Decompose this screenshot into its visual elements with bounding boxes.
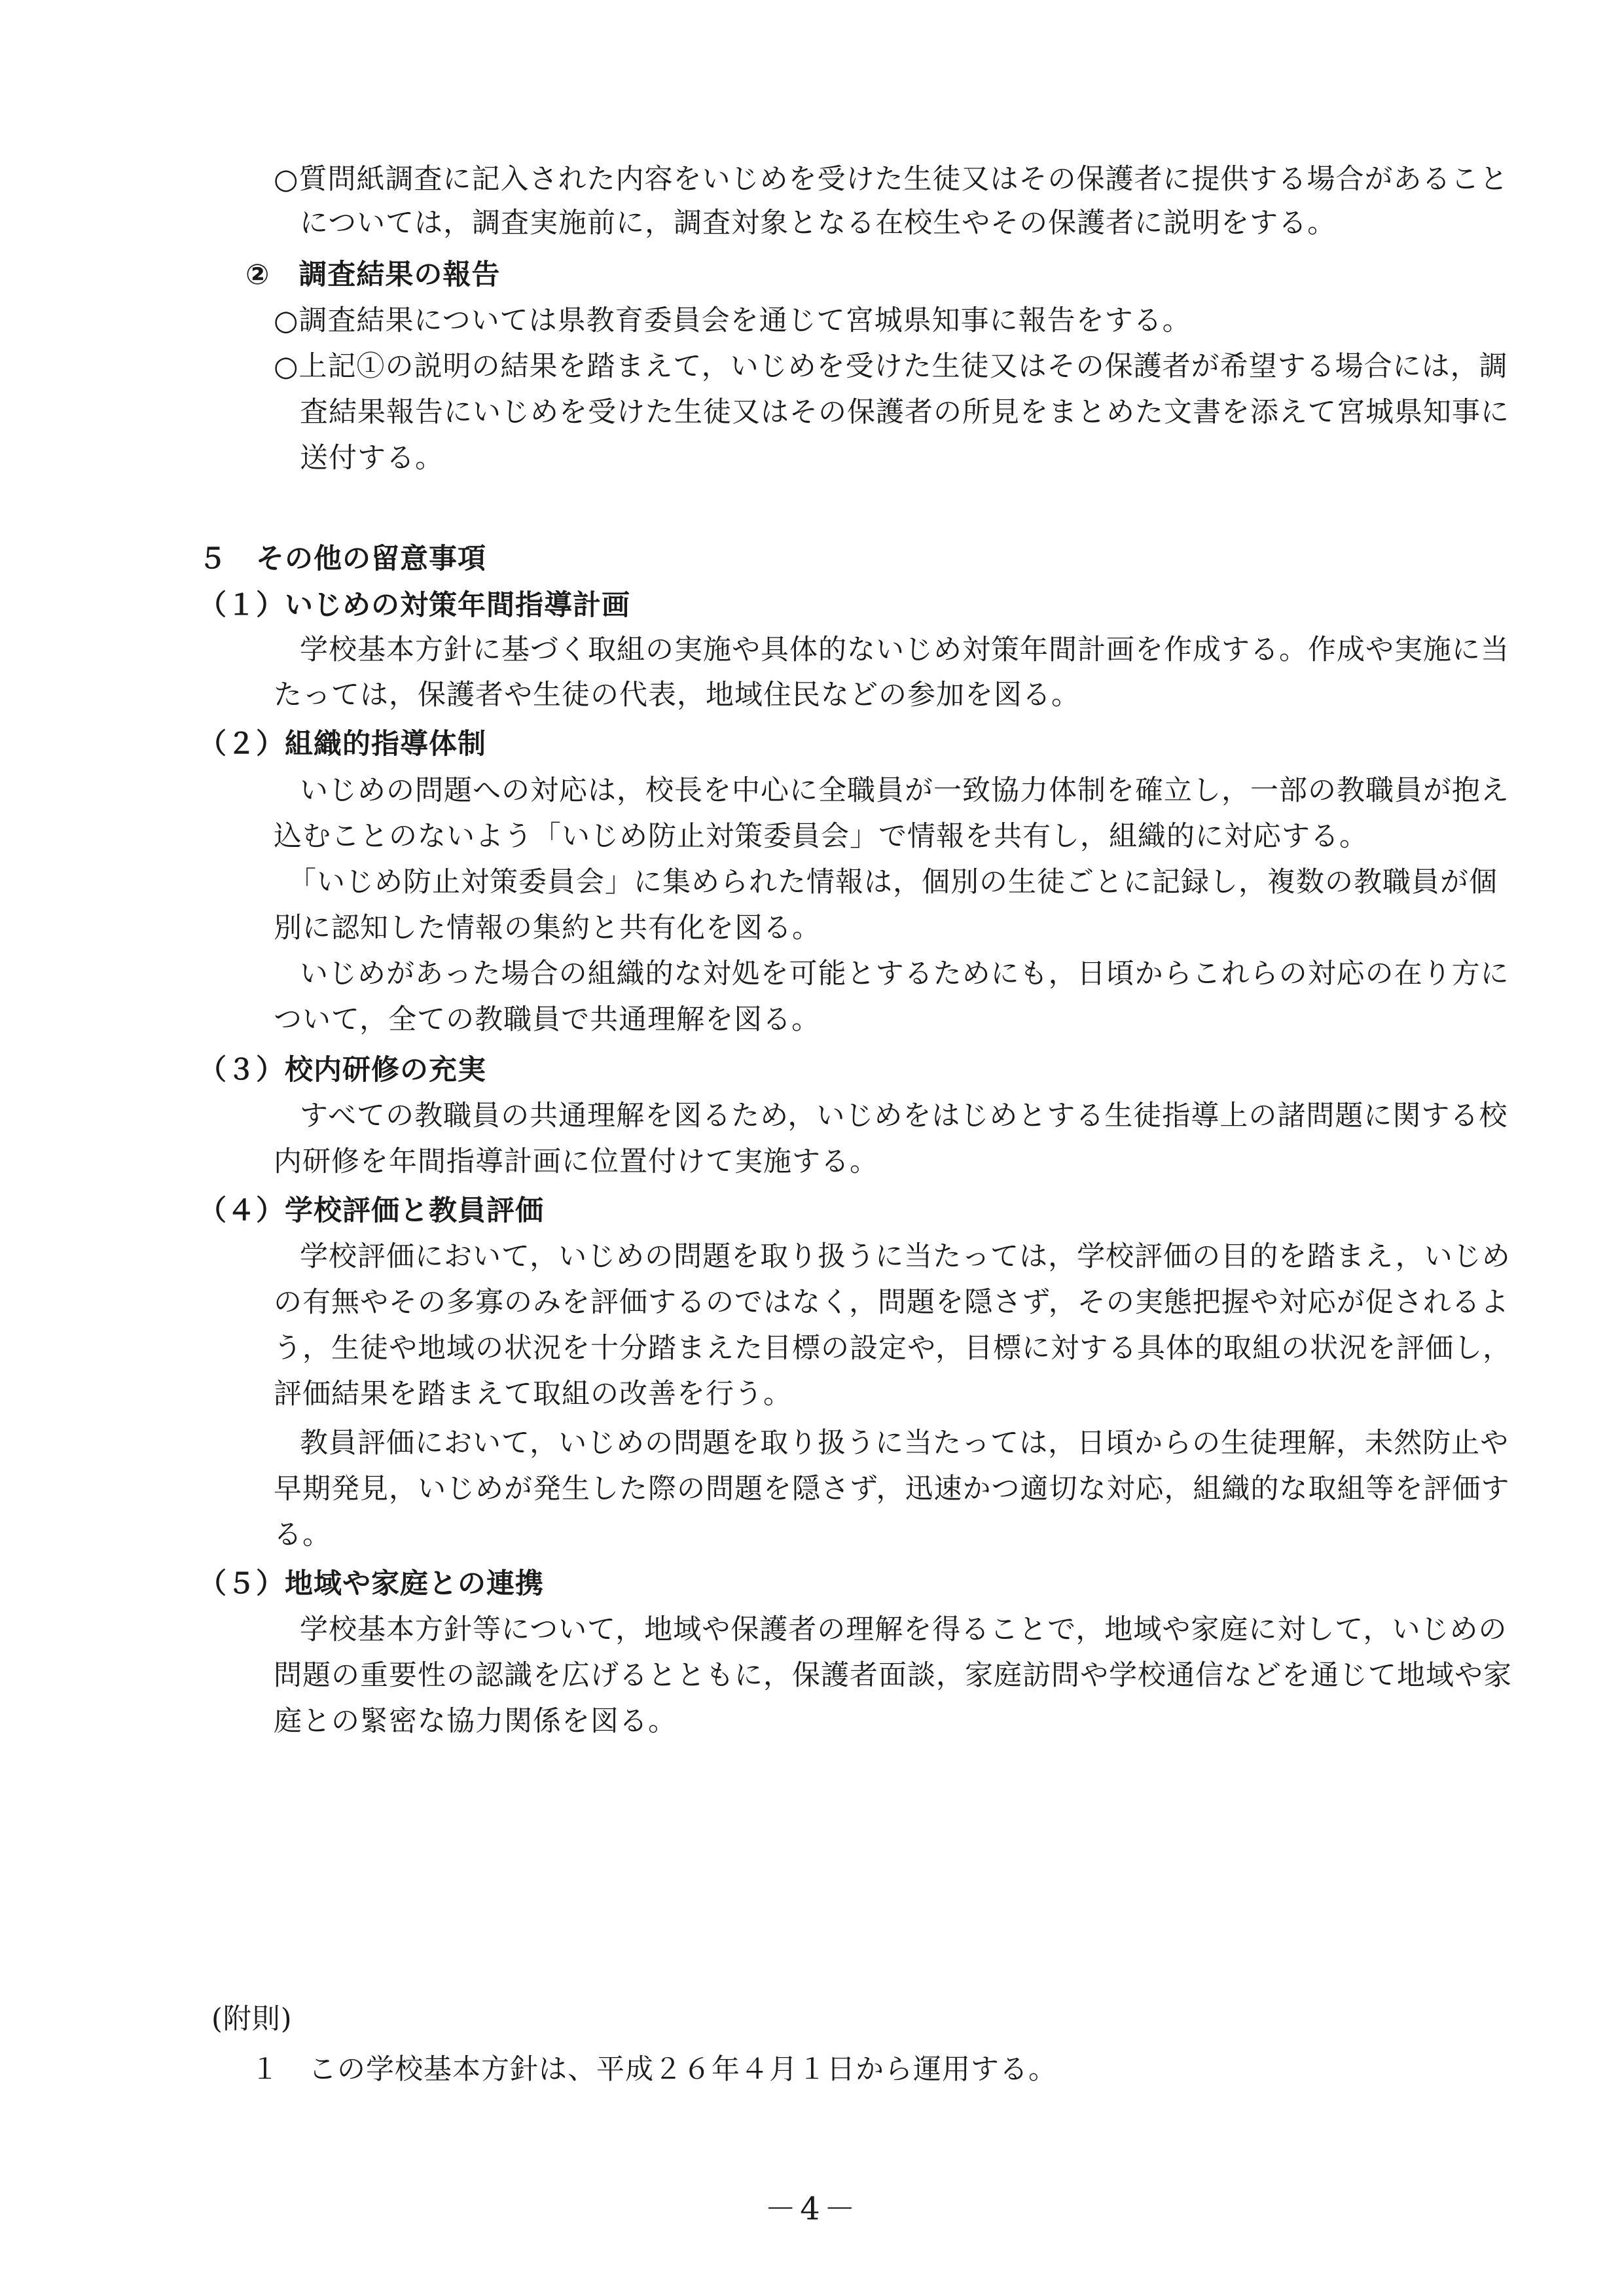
item-1-heading: （１）いじめの対策年間指導計画 [198, 589, 630, 622]
report-para-1: ○調査結果については県教育委員会を通じて宮城県知事に報告をする。 [274, 304, 1191, 337]
supplementary-item: １ この学校基本方針は、平成２６年４月１日から運用する。 [251, 2053, 1057, 2086]
item-4-line-4: 評価結果を踏まえて取組の改善を行う。 [274, 1378, 792, 1410]
item-5-line-1: 学校基本方針等について，地域や保護者の理解を得ることで，地域や家庭に対して，いじめの [300, 1613, 1507, 1646]
item-4-line-7: る。 [274, 1518, 331, 1551]
item-2-line-5: いじめがあった場合の組織的な対処を可能とするためにも，日頃からこれらの対応の在り方に [300, 958, 1509, 990]
item-2-line-6: ついて，全ての教職員で共通理解を図る。 [274, 1003, 821, 1036]
report-heading: ② 調査結果の報告 [245, 259, 501, 291]
item-3-line-2: 内研修を年間指導計画に位置付けて実施する。 [274, 1145, 878, 1178]
item-5-line-3: 庭との緊密な協力関係を図る。 [274, 1705, 677, 1738]
item-4-line-3: う，生徒や地域の状況を十分踏まえた目標の設定や，目標に対する具体的取組の状況を評価し， [274, 1332, 1512, 1365]
item-4-line-6: 早期発見，いじめが発生した際の問題を隠さず，迅速かつ適切な対応，組織的な取組等を評価す [274, 1473, 1510, 1505]
item-2-line-3: 「いじめ防止対策委員会」に集められた情報は，個別の生徒ごとに記録し，複数の教職員が個 [288, 866, 1498, 899]
item-3-heading: （３）校内研修の充実 [198, 1054, 486, 1086]
item-5-line-2: 問題の重要性の認識を広げるとともに，保護者面談，家庭訪問や学校通信などを通じて地域や家 [274, 1659, 1512, 1692]
supplementary-heading: (附則) [211, 2003, 293, 2036]
item-2-heading: （２）組織的指導体制 [198, 728, 486, 761]
item-2-line-2: 込むことのないよう「いじめ防止対策委員会」で情報を共有し，組織的に対応する。 [274, 820, 1368, 853]
item-4-heading: （４）学校評価と教員評価 [198, 1194, 544, 1227]
survey-notice-line-1: ○質問紙調査に記入された内容をいじめを受けた生徒又はその保護者に提供する場合があること [274, 163, 1509, 196]
item-3-line-1: すべての教職員の共通理解を図るため，いじめをはじめとする生徒指導上の諸問題に関する校 [300, 1100, 1508, 1132]
page-number: －4－ [765, 2191, 859, 2227]
item-4-line-5: 教員評価において，いじめの問題を取り扱うに当たっては，日頃からの生徒理解，未然防止や [300, 1427, 1509, 1460]
report-para-2-line-1: ○上記①の説明の結果を踏まえて，いじめを受けた生徒又はその保護者が希望する場合には，調 [274, 350, 1508, 383]
item-2-line-1: いじめの問題への対応は，校長を中心に全職員が一致協力体制を確立し，一部の教職員が抱え [300, 774, 1509, 807]
report-para-2-line-3: 送付する。 [300, 442, 444, 475]
item-4-line-1: 学校評価において，いじめの問題を取り扱うに当たっては，学校評価の目的を踏まえ，いじめ [300, 1240, 1511, 1273]
survey-notice-line-2: については，調査実施前に，調査対象となる在校生やその保護者に説明をする。 [300, 207, 1337, 240]
item-2-line-4: 別に認知した情報の集約と共有化を図る。 [274, 912, 821, 944]
item-5-heading: （５）地域や家庭との連携 [198, 1568, 544, 1600]
item-1-line-2: たっては，保護者や生徒の代表，地域住民などの参加を図る。 [274, 679, 1080, 711]
report-para-2-line-2: 査結果報告にいじめを受けた生徒又はその保護者の所見をまとめた文書を添えて宮城県知事に [300, 396, 1509, 429]
item-4-line-2: の有無やその多寡のみを評価するのではなく，問題を隠さず，その実態把握や対応が促されるよ [274, 1286, 1509, 1319]
item-1-line-1: 学校基本方針に基づく取組の実施や具体的ないじめ対策年間計画を作成する。作成や実施に当 [300, 634, 1509, 666]
section-5-heading: ５ その他の留意事項 [198, 543, 486, 575]
